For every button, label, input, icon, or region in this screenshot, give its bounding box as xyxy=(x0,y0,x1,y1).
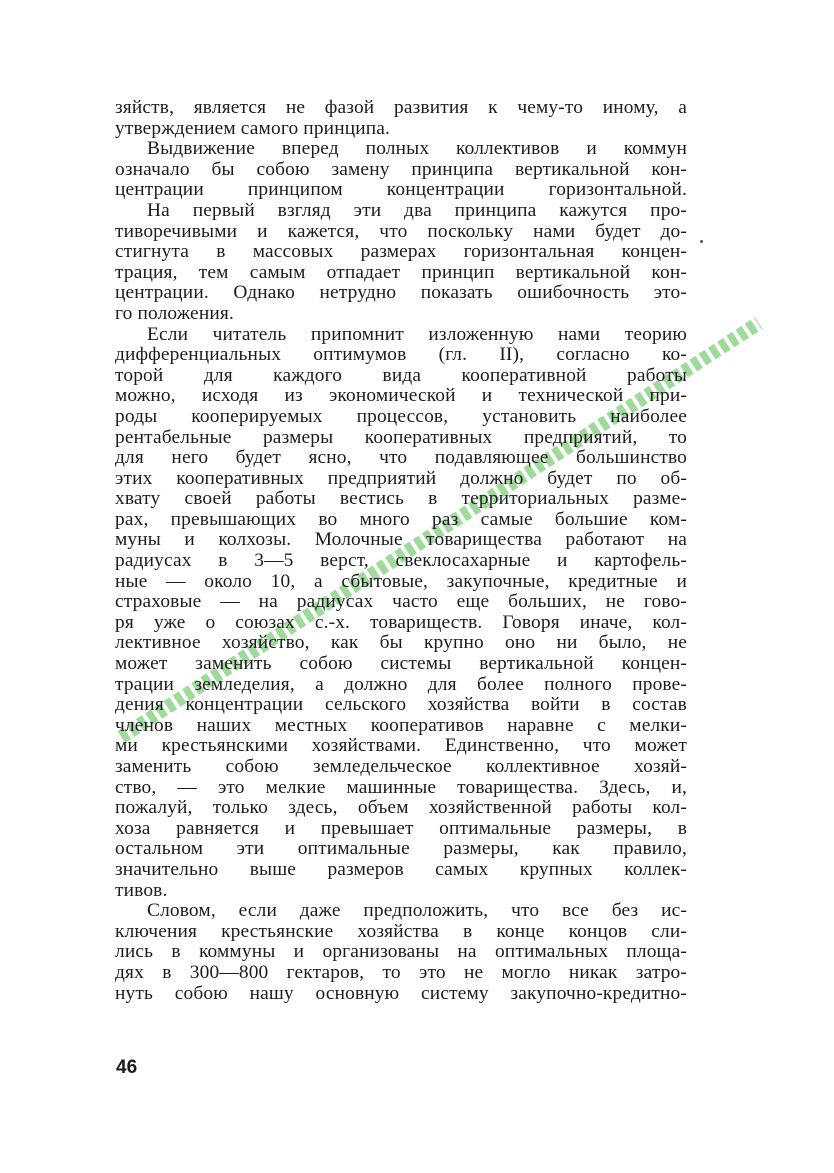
watermark-dash xyxy=(708,344,721,360)
text-line: центрации принципом концентрации горизонтальной. xyxy=(115,179,687,201)
watermark-dash xyxy=(717,338,730,354)
text-line: трация, тем самым отпадает принцип вертикальной кон- xyxy=(115,261,687,283)
text-line: ря уже о союзах с.-х. товариществ. Говоря иначе, кол- xyxy=(115,611,687,633)
watermark-dash xyxy=(726,332,739,348)
text-line: ство, — это мелкие машинные товарищества. Здесь, и, xyxy=(115,776,687,798)
text-line: значительно выше размеров самых крупных коллек- xyxy=(115,858,687,880)
text-line: может заменить собою системы вертикальной концен- xyxy=(115,653,687,675)
text-line: для него будет ясно, что подавляющее большинство xyxy=(115,447,687,469)
text-line: означало бы собою замену принципа вертикальной кон- xyxy=(115,158,687,180)
text-line: лективное хозяйство, как бы крупно оно ни было, не xyxy=(115,632,687,654)
text-line: утверждением самого принципа. xyxy=(115,117,391,139)
text-line: заменить собою земледельческое коллективное хозяй- xyxy=(115,756,687,777)
text-line: остальном эти оптимальные размеры, как правило, xyxy=(115,838,687,860)
text-line: членов наших местных кооперативов наравне с мелки- xyxy=(115,714,687,736)
page-number: 46 xyxy=(116,1057,138,1078)
text-line: рентабельные размеры кооперативных предприятий, то xyxy=(115,426,687,448)
watermark-dash xyxy=(699,350,712,366)
scan-speck xyxy=(700,240,703,243)
text-line: трации земледелия, а должно для более полного прове- xyxy=(115,673,687,695)
text-line: рах, превышающих во много раз самые большие ком- xyxy=(115,508,687,530)
text-line: На первый взгляд эти два принципа кажутся про- xyxy=(147,199,687,221)
text-line: ми крестьянскими хозяйствами. Единственно, что может xyxy=(115,735,687,757)
text-line: ные — около 10, а сбытовые, закупочные, кредитные и xyxy=(115,570,687,592)
watermark-dash xyxy=(736,326,749,342)
watermark-dash xyxy=(754,315,764,330)
text-line: роды кооперируемых процессов, установить наиболее xyxy=(115,405,687,427)
watermark-dash xyxy=(689,356,702,372)
text-line: го положения. xyxy=(115,302,234,324)
text-line: Если читатель припомнит изложенную нами теорию xyxy=(147,323,687,345)
text-line: этих кооперативных предприятий должно будет по об- xyxy=(115,467,687,489)
text-line: Словом, если даже предположить, что все без ис- xyxy=(147,900,687,922)
watermark-dash xyxy=(745,320,758,336)
text-line: муны и колхозы. Молочные товарищества работают на xyxy=(115,529,687,551)
text-line: лись в коммуны и организованы на оптимальных площа- xyxy=(115,941,687,963)
text-line: центрации. Однако нетрудно показать ошибочность это- xyxy=(115,282,687,304)
text-line: ключения крестьянские хозяйства в конце концов сли- xyxy=(115,920,687,942)
text-line: дения концентрации сельского хозяйства войти в состав xyxy=(115,694,687,716)
text-line: хоза равняется и превышает оптимальные размеры, в xyxy=(115,817,687,839)
text-line: Выдвижение вперед полных коллективов и коммун xyxy=(147,138,687,160)
text-line: хвату своей работы вестись в территориальных разме- xyxy=(115,488,687,510)
text-line: тиворечивыми и кажется, что поскольку нами будет до- xyxy=(115,220,687,242)
text-line: торой для каждого вида кооперативной работы xyxy=(115,364,687,386)
text-line: дях в 300—800 гектаров, то это не могло никак затро- xyxy=(115,961,687,983)
text-line: нуть собою нашу основную систему закупочно-кредитно- xyxy=(115,982,687,1004)
text-line: радиусах в 3—5 верст, свеклосахарные и картофель- xyxy=(115,550,687,572)
text-line: страховые — на радиусах часто еще больших, не гово- xyxy=(115,591,687,613)
text-line: пожалуй, только здесь, объем хозяйственной работы кол- xyxy=(115,797,687,819)
body-text xyxy=(115,98,687,1004)
text-line: тивов. xyxy=(115,879,168,901)
text-line: зяйств, является не фазой развития к чему-то иному, а xyxy=(115,97,687,118)
text-line: дифференциальных оптимумов (гл. II), согласно ко- xyxy=(115,344,687,366)
text-line: стигнута в массовых размерах горизонтальная концен- xyxy=(115,241,687,263)
text-line: можно, исходя из экономической и технической при- xyxy=(115,385,687,407)
